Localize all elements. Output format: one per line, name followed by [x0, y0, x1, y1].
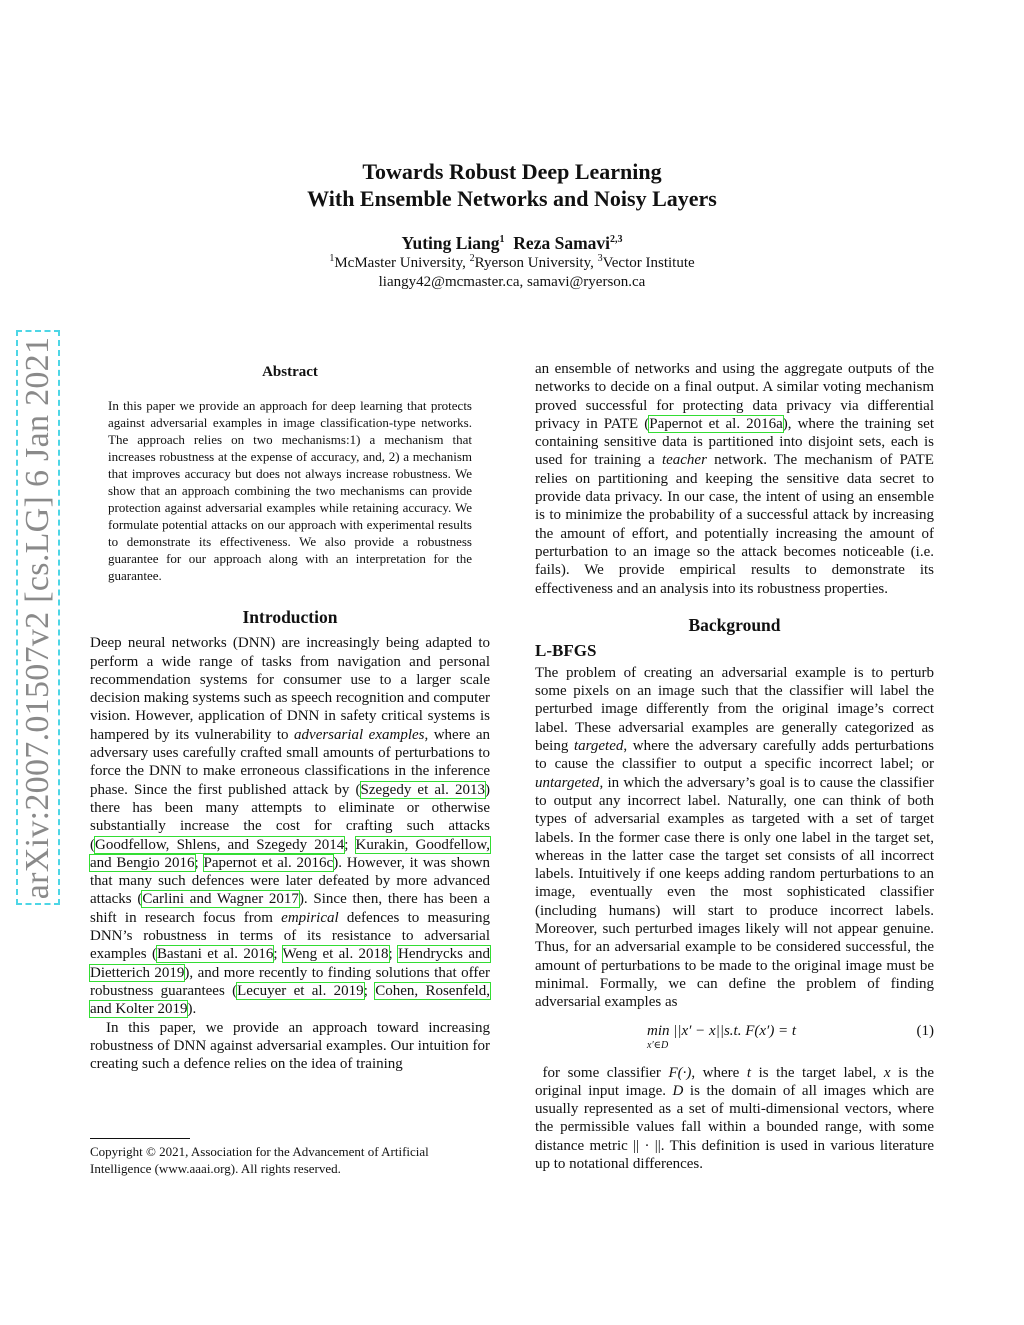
background-paragraph-1: The problem of creating an adversarial example is to perturb some pixels on an image such that the classifier will label the perturbed image differently from the original image’s correct label. These adversarial examples are generally categorized as being targeted, where the adversary carefully adds perturbations to cause the classifier to output a specific incorrect label; or untargeted, in which the adversary’s goal is to cause the classifier to output any incorrect label. Naturally, one can think of both types of adversarial examples as targeted with a set of target labels. In the former case there is only one label in the target set, whereas in the latter case the target set consists of all incorrect labels. Intuitively if one keeps adding random perturbations to an image, eventually even the most sophisticated classifier (including humans) will start to produce incorrect labels. Moreover, such perturbed images likely will not appear genuine. Thus, for an adversarial example to be considered successful, the amount of perturbations to be made to the original image must be minimal. Formally, we can define the problem of finding adversarial examples as: [535, 664, 934, 1011]
equation-expression: min ||x′ − x||s.t. F(x′) = t: [647, 1022, 797, 1039]
intro-paragraph-2: In this paper, we provide an approach toward increasing robustness of DNN against adversarial examples. Our intuition for creating such a defence relies on the idea of training: [90, 1019, 490, 1073]
citation-link[interactable]: Weng et al. 2018: [282, 946, 389, 963]
paper-header: [0, 158, 1024, 292]
affil-sup-3: 3: [597, 253, 603, 264]
abstract-text: In this paper we provide an approach for deep learning that protects against adversarial examples in image classification-type networks. The approach relies on two mechanisms:1) a mechanism that increases robustness at the expense of accuracy, and, 2) a mechanism that improves accuracy but does not always increase robustness. We show that an approach combining the two mechanisms can provide protection against adversarial examples while retaining accuracy. We formulate potential attacks on our approach with experimental results to demonstrate its effectiveness. We also provide a robustness guarantee for our approach along with an interpretation for the guarantee.: [108, 398, 472, 584]
citation-link[interactable]: Carlini and Wagner 2017: [142, 891, 299, 908]
affil-2: Ryerson University,: [474, 255, 598, 271]
title-line-2: With Ensemble Networks and Noisy Layers: [307, 186, 717, 211]
affil-sup-2: 2: [469, 253, 475, 264]
author-1-sup: 1: [499, 234, 505, 246]
author-emails: liangy42@mcmaster.ca, samavi@ryerson.ca: [378, 274, 646, 290]
left-column: [90, 360, 490, 1073]
copyright-text: Copyright © 2021, Association for the Advancement of Artificial Intelligence (www.aaai.org). All rights reserved.: [90, 1144, 429, 1176]
background-paragraph-2: for some classifier F(·), where t is the target label, x is the original input image. D is the domain of all images which are usually represented as a set of multi-dimensional vectors, where the permissible values fall within a bounded range, with some distance metric || · ||. This definition is used in various literature up to notational differences.: [535, 1064, 934, 1172]
arxiv-stamp: [16, 330, 60, 905]
intro-paragraph-1: Deep neural networks (DNN) are increasingly being adapted to perform a wide range of tasks from navigation and personal recommendation systems for consumer use to a larger scale decision making systems such as speech recognition and computer vision. However, application of DNN in safety critical systems is hampered by its vulnerability to adversarial examples, where an adversary uses carefully crafted small amounts of perturbations to force the DNN to make erroneous classifications in the inference phase. Since the first published attack by (Szegedy et al. 2013) there has been many attempts to eliminate or otherwise substantially increase the cost for crafting such attacks (Goodfellow, Shlens, and Szegedy 2014; Kurakin, Goodfellow, and Bengio 2016; Papernot et al. 2016c). However, it was shown that many such defences were later defeated by more advanced attacks (Carlini and Wagner 2017). Since then, there has been a shift in research focus from empirical defences to measuring DNN’s robustness in terms of its resistance to adversarial examples (Bastani et al. 2016; Weng et al. 2018; Hendrycks and Dietterich 2019), and more recently to finding solutions that offer robustness guarantees (Lecuyer et al. 2019; Cohen, Rosenfeld, and Kolter 2019).: [90, 635, 491, 1018]
equation-number: (1): [916, 1022, 934, 1039]
citation-link[interactable]: Papernot et al. 2016c: [203, 854, 334, 871]
abstract-heading: Abstract: [262, 364, 318, 380]
author-1: Yuting Liang: [401, 233, 500, 253]
affil-3: Vector Institute: [602, 255, 695, 271]
copyright-footnote: [90, 1138, 490, 1177]
introduction-heading: Introduction: [242, 607, 338, 628]
equation-1: [535, 1022, 934, 1051]
arxiv-id: arXiv:2007.01507v2 [cs.LG] 6 Jan 2021: [19, 336, 56, 899]
authors: [0, 232, 1024, 254]
affil-1: McMaster University,: [334, 255, 470, 271]
affil-sup-1: 1: [329, 253, 335, 264]
citation-link[interactable]: Cohen, Rosenfeld, and Kolter 2019: [90, 982, 491, 1018]
citation-link[interactable]: Papernot et al. 2016a: [649, 415, 783, 432]
citation-link[interactable]: Kurakin, Goodfellow, and Bengio 2016: [90, 836, 490, 871]
paper-title: [0, 158, 1024, 212]
citation-link[interactable]: Goodfellow, Shlens, and Szegedy 2014: [95, 836, 345, 853]
footnote-rule: [90, 1138, 190, 1139]
background-heading: Background: [688, 614, 781, 635]
intro-continuation: an ensemble of networks and using the aggregate outputs of the networks to decide on a final output. A similar voting mechanism proved successful for protecting data privacy via differential privacy in PATE (Papernot et al. 2016a), where the training set containing sensitive data is partitioned into disjoint sets, each is used for training a teacher network. The mechanism of PATE relies on partitioning and keeping the sensitive data secret to provide data privacy. In our case, the intent of using an ensemble is to minimize the probability of a successful attack by increasing the amount of effort, and potentially increasing the amount of perturbation to an image so the attack becomes noticeable (i.e. fails). We provide empirical results to demonstrate its effectiveness and an analysis into its robustness properties.: [535, 361, 934, 597]
citation-link[interactable]: Bastani et al. 2016: [156, 946, 274, 963]
equation-subscript: x′∈D: [647, 1039, 669, 1051]
right-column: [535, 360, 934, 1173]
author-2: Reza Samavi: [513, 233, 611, 253]
citation-link[interactable]: Hendrycks and Dietterich 2019: [90, 946, 490, 981]
citation-link[interactable]: Lecuyer et al. 2019: [237, 982, 364, 999]
title-line-1: Towards Robust Deep Learning: [362, 159, 662, 184]
author-2-sup: 2,3: [610, 234, 623, 246]
affiliations: [0, 254, 1024, 273]
citation-link[interactable]: Szegedy et al. 2013: [360, 781, 485, 798]
lbfgs-heading: L-BFGS: [535, 640, 597, 660]
